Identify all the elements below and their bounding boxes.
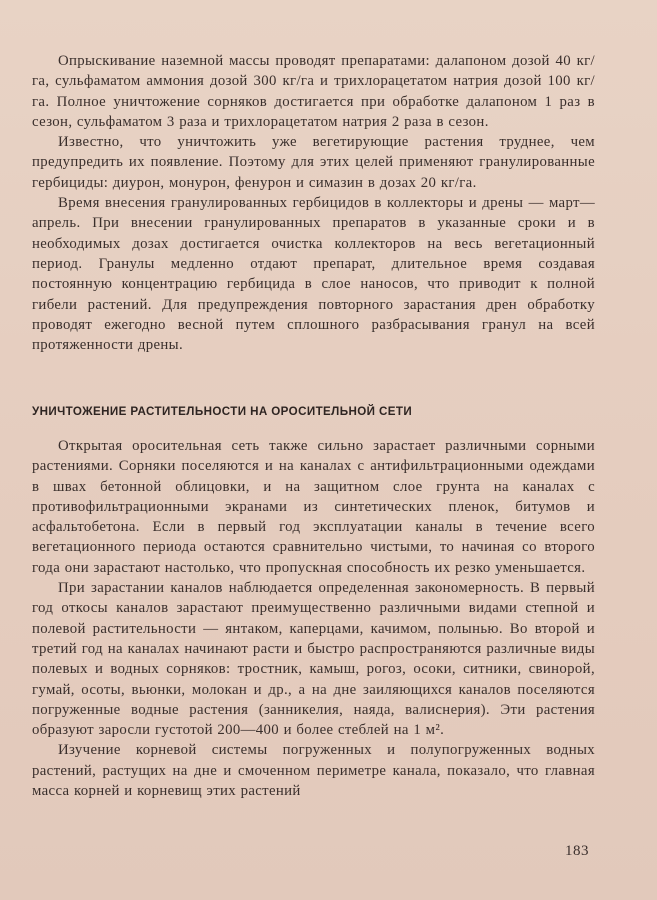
paragraph-root-study: Изучение корневой системы погруженных и полупогруженных водных растений, растущих на дне и смоченном периметре канала, показало, что главная масса корней и корневищ этих растений: [32, 742, 595, 800]
page-number: 183: [565, 843, 589, 859]
paragraph-spraying: Опрыскивание наземной массы проводят препаратами: далапоном дозой 40 кг/га, сульфаматом аммония дозой 300 кг/га и трихлорацетатом натрия дозой 100 кг/га. Полное уничтожение сорняков достигается при обработке далапоном 1 раз в сезон, сульфаматом 3 раза и трихлорацетатом натрия 2 раза в сезон.: [32, 53, 595, 130]
paragraph-open-network: Открытая оросительная сеть также сильно зарастает различными сорными растениями. Сорняки поселяются и на каналах с антифильтрационными одеждами в швах бетонной облицовки, и на защитном слое грунта на каналах с противофильтрационными экранами из синтетических пленок, битумов и асфальтобетона. Если в первый год эксплуатации каналы в течение всего вегетационного периода остаются сравнительно чистыми, то начиная со второго года они зарастают настолько, что пропускная способность их резко уменьшается.: [32, 438, 595, 576]
section-heading: УНИЧТОЖЕНИЕ РАСТИТЕЛЬНОСТИ НА ОРОСИТЕЛЬНОЙ СЕТИ: [32, 405, 413, 418]
text-block-bottom: [32, 436, 595, 801]
text-block-top: [32, 51, 595, 355]
paragraph-application-time: Время внесения гранулированных гербицидов в коллекторы и дрены — март—апрель. При внесении гранулированных препаратов в указанные сроки и в необходимых дозах достигается очистка коллекторов на весь вегетационный период. Гранулы медленно отдают препарат, длительное время создавая постоянную концентрацию гербицида в слое наносов, что приводит к полной гибели растений. Для предупреждения повторного зарастания дрен обработку проводят ежегодно весной путем сплошного разбрасывания гранул на всей протяженности дрены.: [32, 195, 595, 354]
paragraph-prevention: Известно, что уничтожить уже вегетирующие растения труднее, чем предупредить их появление. Поэтому для этих целей применяют гранулированные гербициды: диурон, монурон, фенурон и симазин в дозах 20 кг/га.: [32, 134, 595, 191]
paragraph-regularity: При зарастании каналов наблюдается определенная закономерность. В первый год откосы каналов зарастают преимущественно различными видами степной и полевой растительности — янтаком, каперцами, качимом, полынью. Во второй и третий год на каналах начинают расти и быстро распространяются различные виды полевых и водных сорняков: тростник, камыш, рогоз, осоки, ситники, свинорой, гумай, осоты, вьюнки, молокан и др., а на дне заиляющихся каналов поселяются погруженные водные растения (занникелия, наяда, валиснерия). Эти растения образуют заросли густотой 200—400 и более стеблей на 1 м².: [32, 580, 595, 739]
